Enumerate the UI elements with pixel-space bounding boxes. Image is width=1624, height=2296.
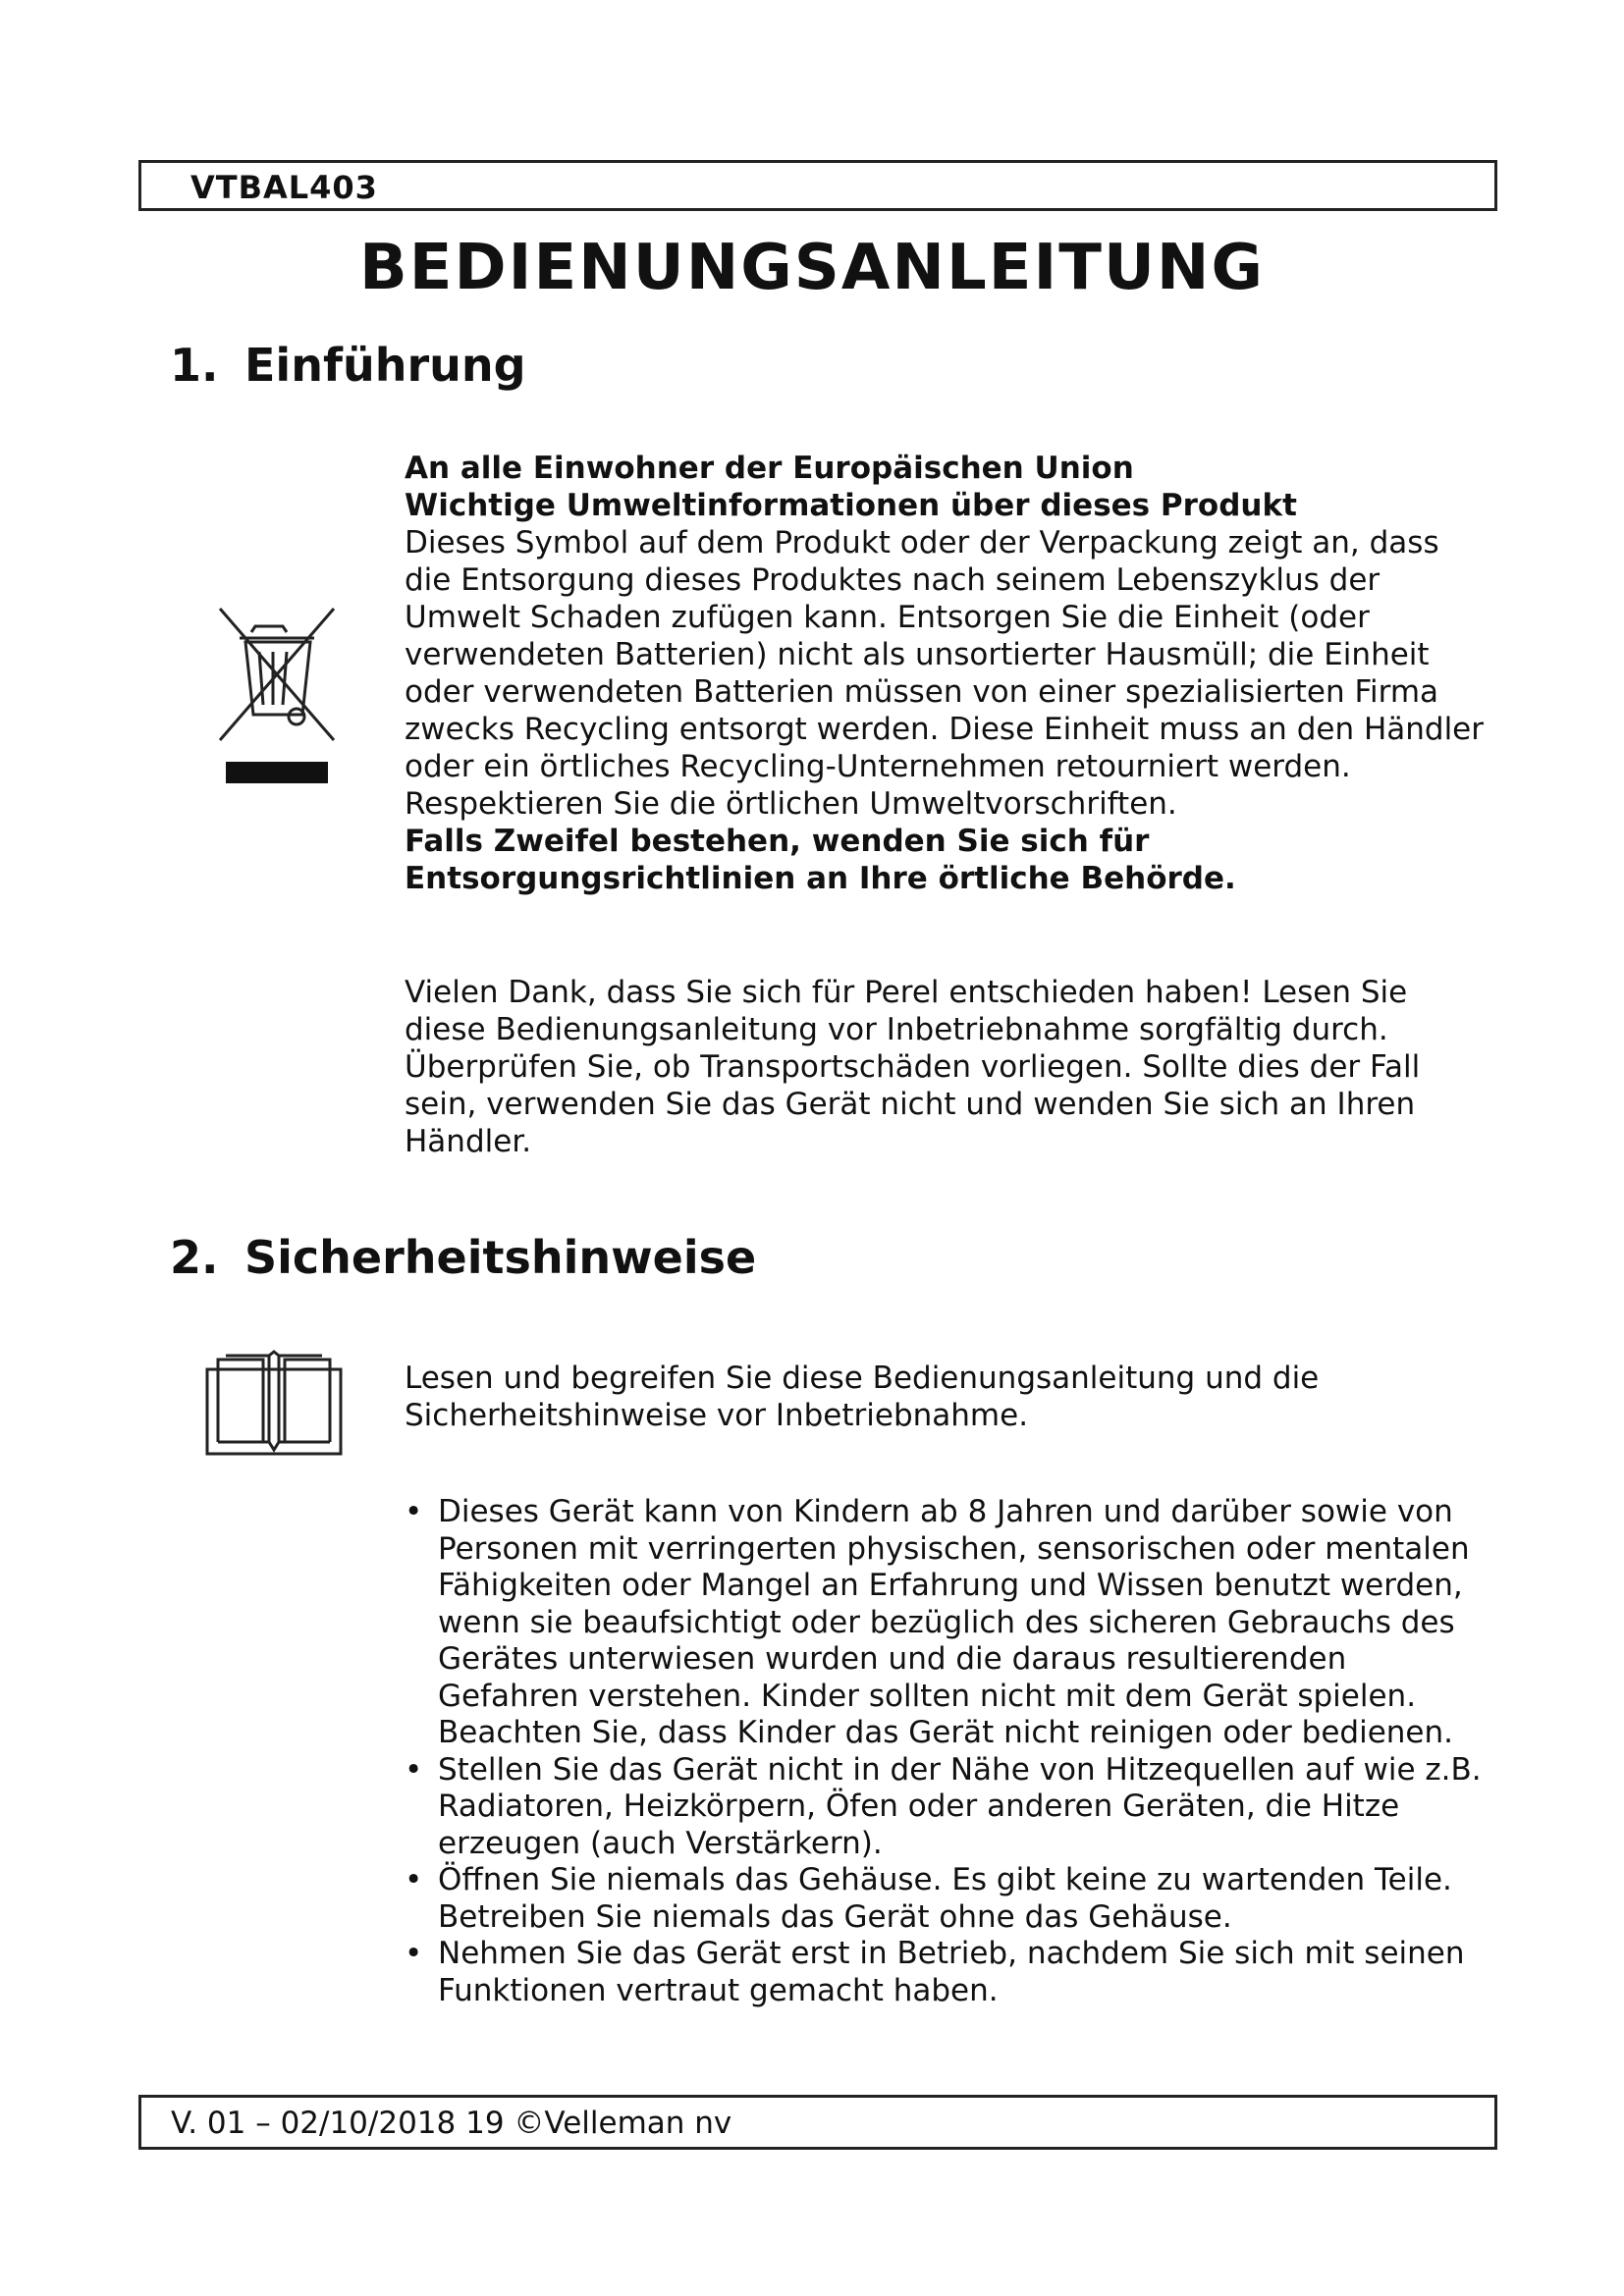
section-heading-safety (170, 1231, 756, 1284)
footer-version-info: V. 01 – 02/10/2018 19 ©Velleman nv (171, 2106, 732, 2141)
list-item (405, 1936, 1494, 2009)
crossed-out-wheelie-bin-icon (212, 603, 342, 787)
list-item-text: Nehmen Sie das Gerät erst in Betrieb, nachdem Sie sich mit seinen Funktionen vertraut gemacht haben. (438, 1936, 1465, 2008)
list-item (405, 1752, 1494, 1863)
open-book-icon (204, 1348, 344, 1458)
environment-info-heading: Wichtige Umweltinformationen über dieses Produkt (405, 488, 1297, 523)
section-heading-introduction (170, 339, 526, 392)
bullet: • (405, 1751, 423, 1788)
safety-instructions-list (405, 1494, 1494, 2009)
eu-residents-heading: An alle Einwohner der Europäischen Union (405, 451, 1134, 486)
list-item-text: Öffnen Sie niemals das Gehäuse. Es gibt keine zu wartenden Teile. Betreiben Sie niemals das Gerät ohne das Gehäuse. (438, 1862, 1452, 1935)
list-item (405, 1862, 1494, 1936)
thanks-paragraph-block (405, 974, 1494, 1160)
list-item (405, 1494, 1494, 1752)
document-title: BEDIENUNGSANLEITUNG (359, 232, 1265, 304)
section-number: 1. (170, 339, 219, 392)
section-number: 2. (170, 1231, 219, 1284)
footer-bar (138, 2095, 1497, 2150)
header-bar (138, 160, 1497, 211)
environment-info (405, 450, 1494, 897)
authority-notice: Falls Zweifel bestehen, wenden Sie sich für Entsorgungsrichtlinien an Ihre örtliche Behörde. (405, 824, 1236, 896)
bullet: • (405, 1936, 423, 1971)
bullet: • (405, 1494, 423, 1529)
list-item-text: Dieses Gerät kann von Kindern ab 8 Jahren und darüber sowie von Personen mit verringerten physischen, sensorischen oder mentalen Fähigkeiten oder Mangel an Erfahrung und Wissen benutzt werden, wenn sie beaufsichtigt oder bezüglich des sicheren Gebrauchs des Gerätes unterwiesen wurden und die daraus resultierenden Gefahren verstehen. Kinder sollten nicht mit dem Gerät spielen. Beachten Sie, dass Kinder das Gerät nicht reinigen oder bedienen. (438, 1494, 1470, 1750)
section-title: Sicherheitshinweise (244, 1231, 757, 1284)
section-title: Einführung (244, 339, 526, 392)
thanks-paragraph: Vielen Dank, dass Sie sich für Perel entschieden haben! Lesen Sie diese Bedienungsanleitung vor Inbetriebnahme sorgfältig durch. Überprüfen Sie, ob Transportschäden vorliegen. Sollte dies der Fall sein, verwenden Sie das Gerät nicht und wenden Sie sich an Ihren Händler. (405, 975, 1421, 1159)
model-code: VTBAL403 (190, 169, 378, 206)
list-item-text: Stellen Sie das Gerät nicht in der Nähe von Hitzequellen auf wie z.B. Radiatoren, Heizkörpern, Öfen oder anderen Geräten, die Hitze erzeugen (auch Verstärkern). (438, 1751, 1482, 1861)
disposal-paragraph: Dieses Symbol auf dem Produkt oder der Verpackung zeigt an, dass die Entsorgung dieses Produktes nach seinem Lebenszyklus der Umwelt Schaden zufügen kann. Entsorgen Sie die Einheit (oder verwendeten Batterien) nicht als unsortierter Hausmüll; die Einheit oder verwendeten Batterien müssen von einer spezialisierten Firma zwecks Recycling entsorgt werden. Diese Einheit muss an den Händler oder ein örtliches Recycling-Unternehmen retourniert werden. Respektieren Sie die örtlichen Umweltvorschriften. (405, 525, 1485, 822)
read-manual-notice: Lesen und begreifen Sie diese Bedienungsanleitung und die Sicherheitshinweise vor Inbetriebnahme. (405, 1361, 1320, 1433)
read-manual-notice-block (405, 1360, 1494, 1434)
bullet: • (405, 1862, 423, 1897)
